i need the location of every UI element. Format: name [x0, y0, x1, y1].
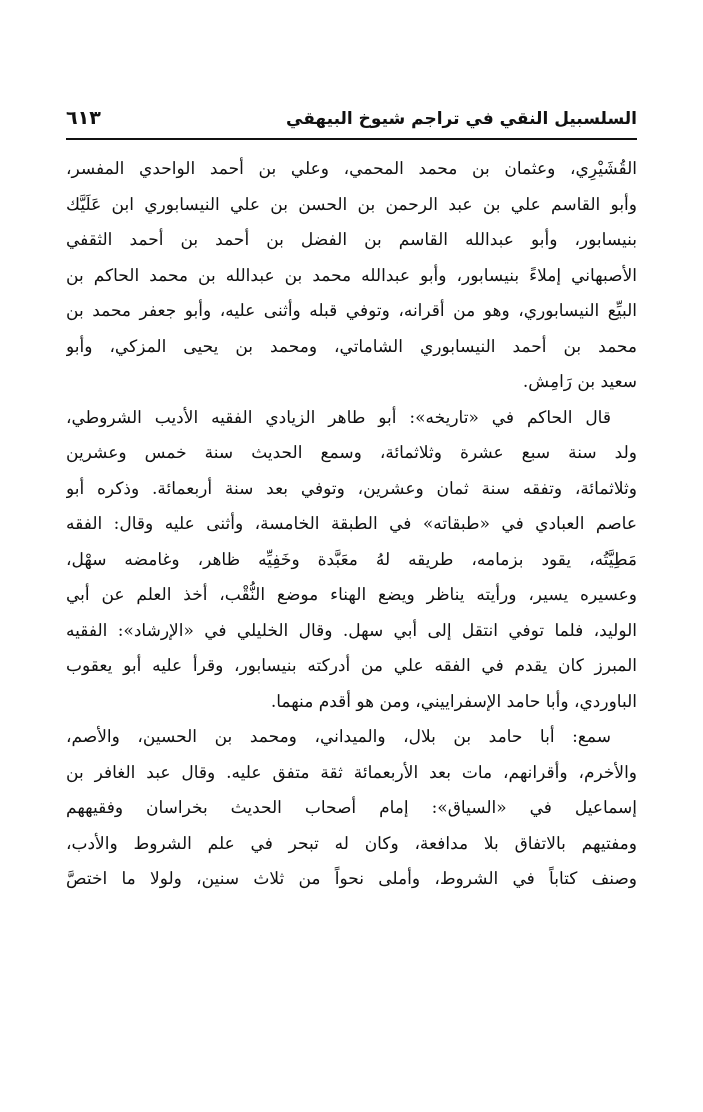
text-line: الأصبهاني إملاءً بنيسابور، وأبو عبدالله محمد بن عبدالله بن محمد الحاكم بن — [66, 265, 637, 286]
text-line: سمع: أبا حامد بن بلال، والميداني، ومحمد بن الحسين، والأصم، — [66, 727, 611, 747]
text-line: القُشَيْرِي، وعثمان بن محمد المحمي، وعلي بن أحمد الواحدي المفسر، — [66, 159, 637, 179]
text-line: بنيسابور، وأبو عبدالله القاسم بن الفضل بن أحمد بن أحمد الثقفي — [66, 230, 637, 250]
text-line: سعيد بن رَامِش. — [522, 372, 637, 392]
text-line: البيِّع النيسابوري، وهو من أقرانه، وتوفي قبله وأثنى عليه، وأبو جعفر محمد بن — [66, 301, 637, 321]
page-number: ٦١٣ — [66, 107, 101, 129]
text-line: عاصم العبادي في «طبقاته» في الطبقة الخامسة، وأثنى عليه وقال: الفقه — [66, 514, 637, 534]
paragraph — [66, 401, 637, 721]
text-line: والأخرم، وأقرانهم، مات بعد الأربعمائة ثقة متفق عليه. وقال عبد الغافر بن — [66, 762, 637, 783]
running-title: السلسبيل النقي في تراجم شيوخ البيهقي — [286, 109, 637, 129]
text-line: وثلاثمائة، وتفقه سنة ثمان وعشرين، وتوفي بعد سنة أربعمائة. وذكره أبو — [66, 478, 637, 499]
text-line: ومفتيهم بالاتفاق بلا مدافعة، وكان له تبحر في علم الشروط والأدب، — [66, 833, 637, 854]
text-line: مَطِيَّتُه، يقود بزمامه، طريقه لهُ معَبَّدة وخَفِيِّه ظاهر، وغامضه سهْل، — [66, 549, 637, 570]
text-line: الوليد، فلما توفي انتقل إلى أبي سهل. وقال الخليلي في «الإرشاد»: الفقيه — [66, 620, 637, 641]
text-line: قال الحاكم في «تاريخه»: أبو طاهر الزيادي الفقيه الأديب الشروطي، — [66, 407, 611, 428]
text-line: ولد سنة سبع عشرة وثلاثمائة، وسمع الحديث سنة خمس وعشرين — [66, 443, 637, 463]
body-text — [66, 152, 637, 898]
text-line: محمد بن أحمد النيسابوري الشاماتي، ومحمد بن يحيى المزكي، وأبو — [66, 336, 637, 357]
paragraph — [66, 720, 637, 898]
header-rule — [66, 138, 637, 140]
text-line: الباوردي، وأبا حامد الإسفراييني، ومن هو أقدم منهما. — [270, 691, 637, 712]
page-header — [66, 96, 637, 132]
paragraph — [66, 152, 637, 401]
text-line: وعسيره يسير، ورأيته يناظر ويضع الهناء موضع النُّقْب، أخذ العلم عن أبي — [66, 585, 637, 605]
text-line: المبرز كان يقدم في الفقه علي من أدركته بنيسابور، وقرأ عليه أبو يعقوب — [66, 656, 637, 676]
text-line: وصنف كتاباً في الشروط، وأملى نحواً من ثلاث سنين، ولولا ما اختصَّ — [66, 869, 637, 889]
text-line: إسماعيل في «السياق»: إمام أصحاب الحديث بخراسان وفقيههم — [66, 798, 637, 818]
text-line: وأبو القاسم علي بن عبد الرحمن بن الحسن بن علي النيسابوري ابن عَلَيَّك — [66, 194, 637, 215]
